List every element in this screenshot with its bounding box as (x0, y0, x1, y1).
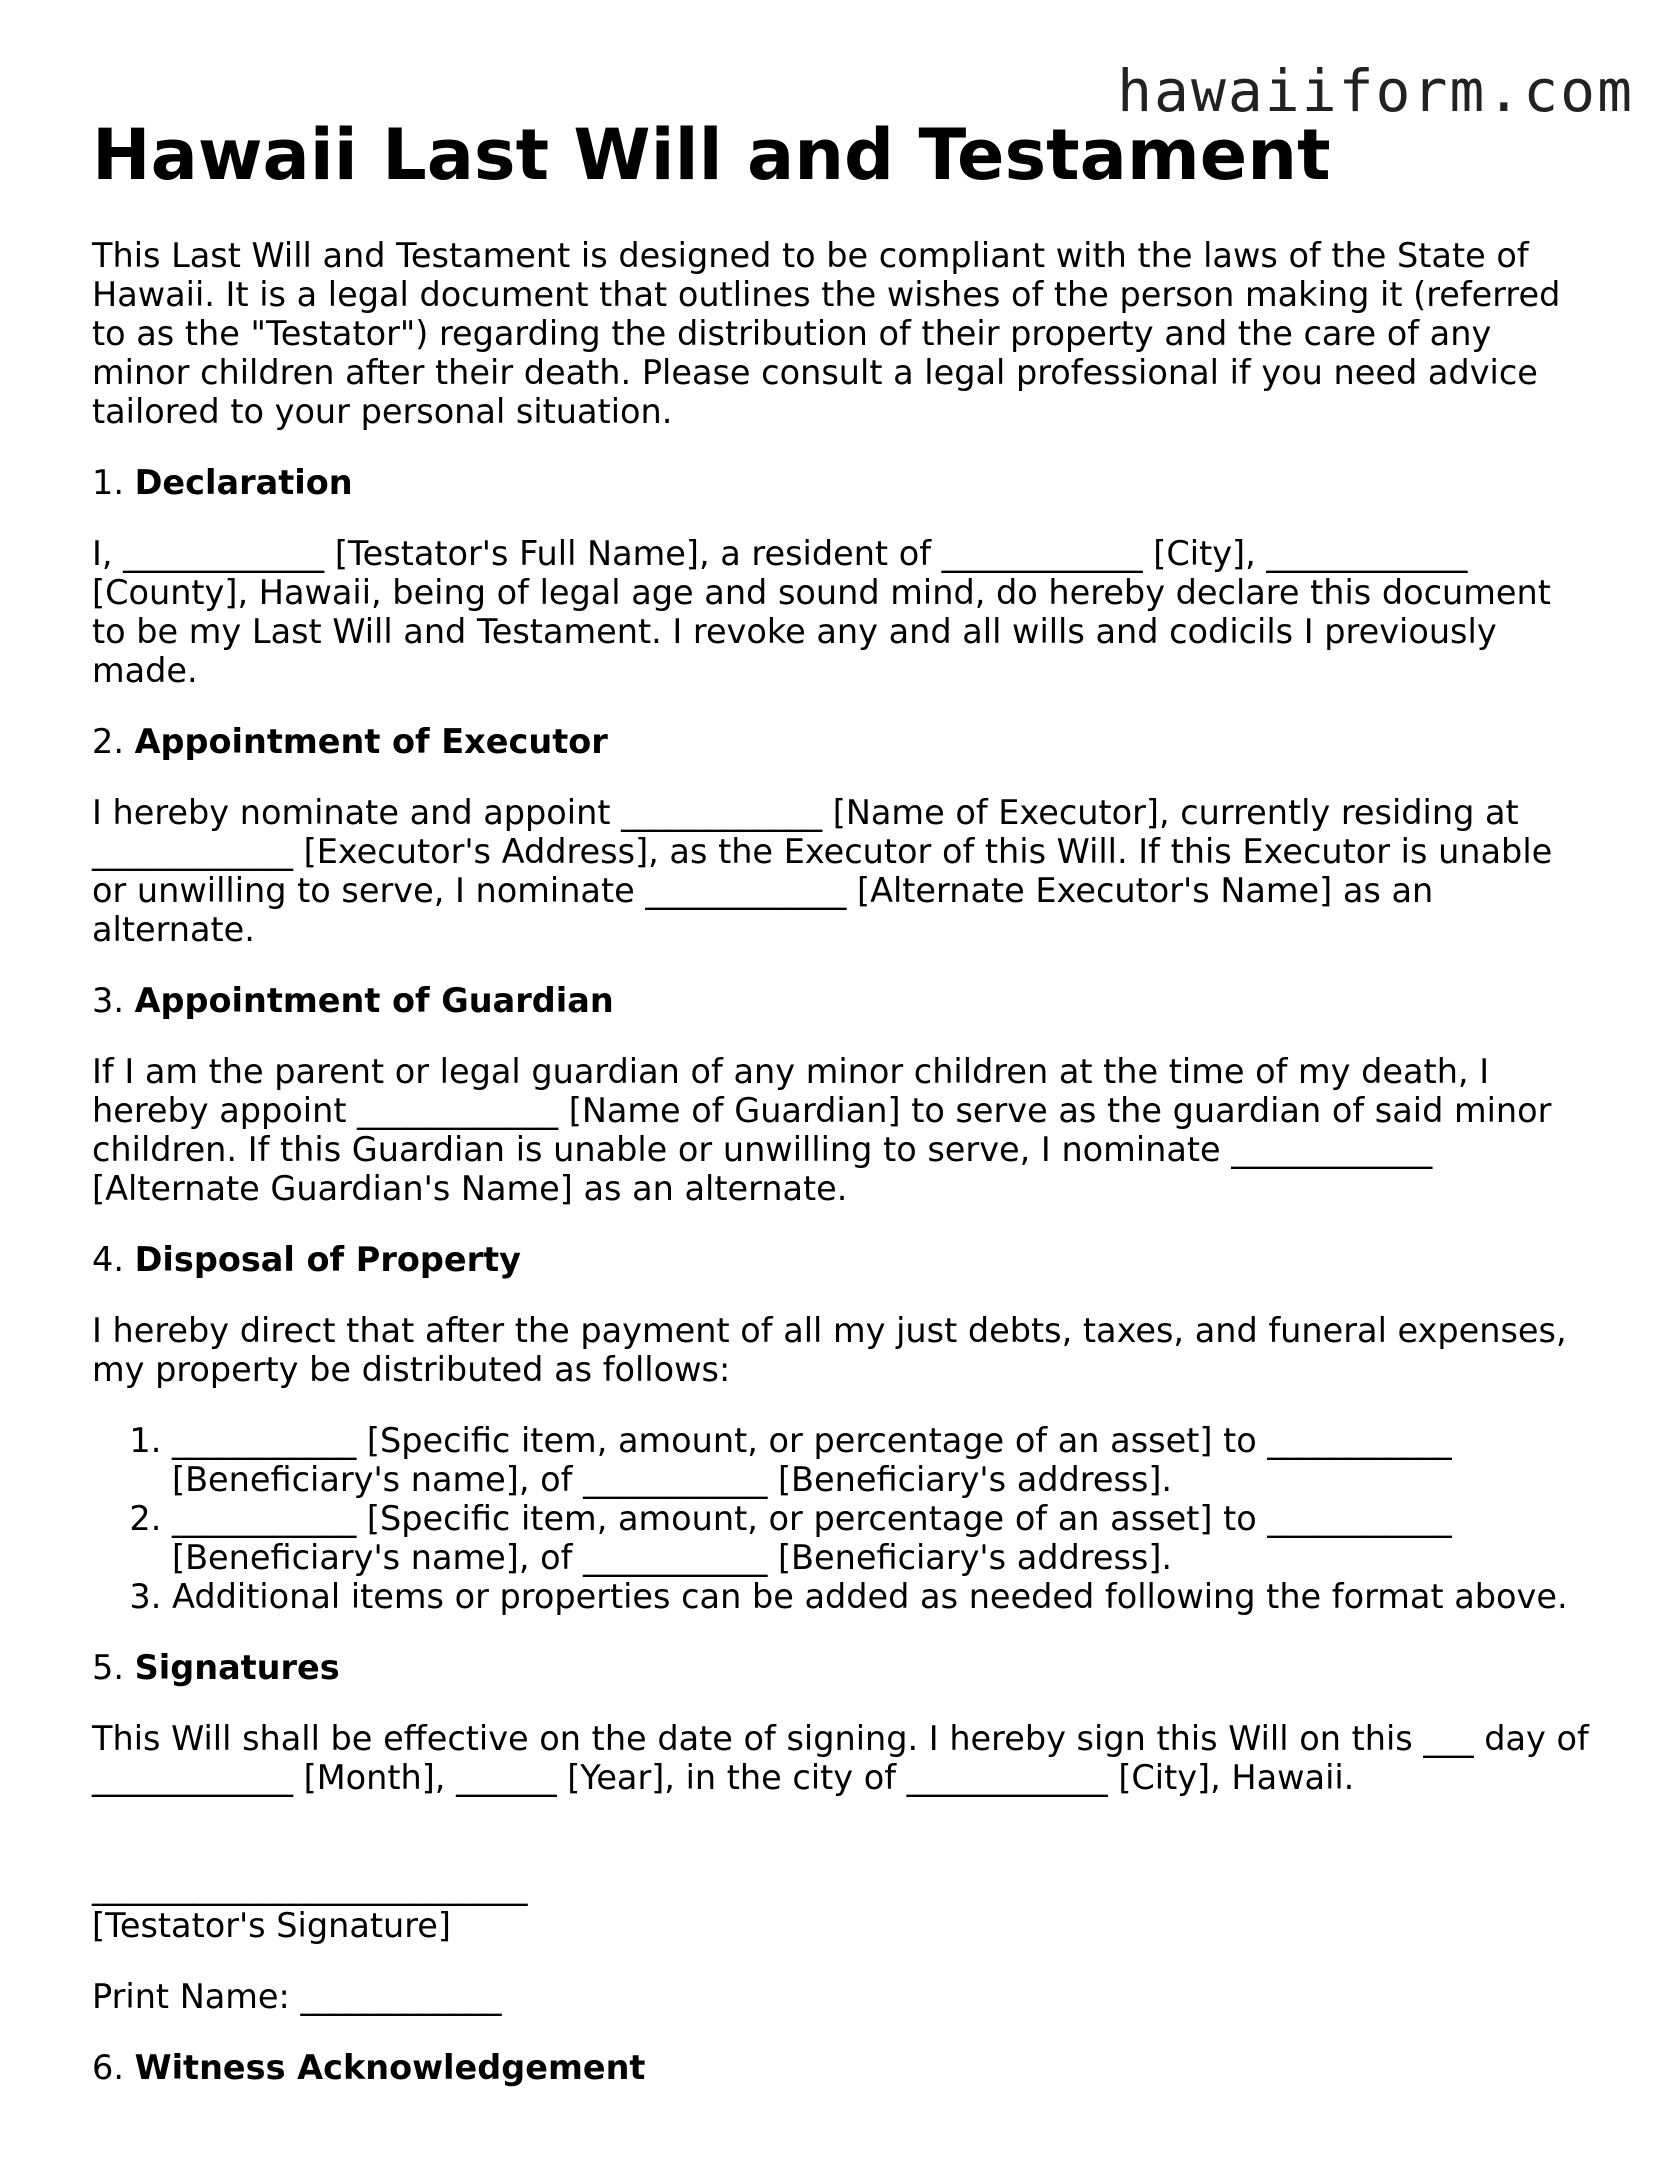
declaration-text: I, ____________ [Testator's Full Name], a resident of ____________ [City], ____________ [County], Hawaii, being of legal age and sound mind, do hereby declare this document to be my Last Will and Testament. I revoke any and all wills and codicils I previously made. (92, 534, 1551, 690)
section-heading-guardian (92, 981, 1592, 1020)
section-title: Disposal of Property (134, 1240, 521, 1279)
section-heading-executor (92, 722, 1592, 761)
site-watermark: hawaiiform.com (1117, 57, 1634, 125)
guardian-text: If I am the parent or legal guardian of any minor children at the time of my death, I hereby appoint ____________ [Name of Guardian] to serve as the guardian of said minor children. If this Guardian is unable or unwilling to serve, I nominate ____________ [Alternate Guardian's Name] as an alternate. (92, 1052, 1552, 1208)
section-title: Appointment of Executor (134, 722, 608, 761)
section-title: Witness Acknowledgement (134, 2048, 646, 2087)
document-title: Hawaii Last Will and Testament (92, 114, 1331, 196)
section-number: 1. (92, 463, 124, 502)
print-name-field: Print Name: ____________ (92, 1977, 502, 2016)
list-item: 1. ___________ [Specific item, amount, or percentage of an asset] to ___________ [Beneficiary's name], of ___________ [Beneficiary's address]. (172, 1421, 1592, 1499)
document-content (92, 110, 1592, 2087)
section-title: Declaration (134, 463, 353, 502)
property-text: I hereby direct that after the payment of all my just debts, taxes, and funeral expenses, my property be distributed as follows: (92, 1311, 1567, 1389)
section-number: 3. (92, 981, 124, 1020)
executor-text: I hereby nominate and appoint ____________ [Name of Executor], currently residing at ____________ [Executor's Address], as the Executor of this Will. If this Executor is unable or unwilling to serve, I nominate ____________ [Alternate Executor's Name] as an alternate. (92, 793, 1553, 949)
section-heading-signatures (92, 1648, 1592, 1687)
section-number: 6. (92, 2048, 124, 2087)
section-heading-declaration (92, 463, 1592, 502)
section-heading-witness (92, 2048, 1592, 2087)
list-item: 2. ___________ [Specific item, amount, or percentage of an asset] to ___________ [Beneficiary's name], of ___________ [Beneficiary's address]. (172, 1499, 1592, 1577)
signature-label: [Testator's Signature] (92, 1906, 451, 1945)
signatures-text: This Will shall be effective on the date of signing. I hereby sign this Will on this ___ day of ____________ [Month], ______ [Year], in the city of ____________ [City], Hawaii. (92, 1719, 1589, 1797)
section-number: 5. (92, 1648, 124, 1687)
signature-line: __________________________ (92, 1867, 528, 1906)
section-number: 4. (92, 1240, 124, 1279)
property-list (92, 1421, 1592, 1616)
section-title: Signatures (134, 1648, 340, 1687)
list-item: 3. Additional items or properties can be added as needed following the format above. (172, 1577, 1592, 1616)
section-heading-property (92, 1240, 1592, 1279)
section-title: Appointment of Guardian (134, 981, 614, 1020)
intro-paragraph: This Last Will and Testament is designed to be compliant with the laws of the State of Hawaii. It is a legal document that outlines the wishes of the person making it (referred to as the "Testator") regarding the distribution of their property and the care of any minor children after their death. Please consult a legal professional if you need advice tailored to your personal situation. (92, 236, 1561, 431)
section-number: 2. (92, 722, 124, 761)
